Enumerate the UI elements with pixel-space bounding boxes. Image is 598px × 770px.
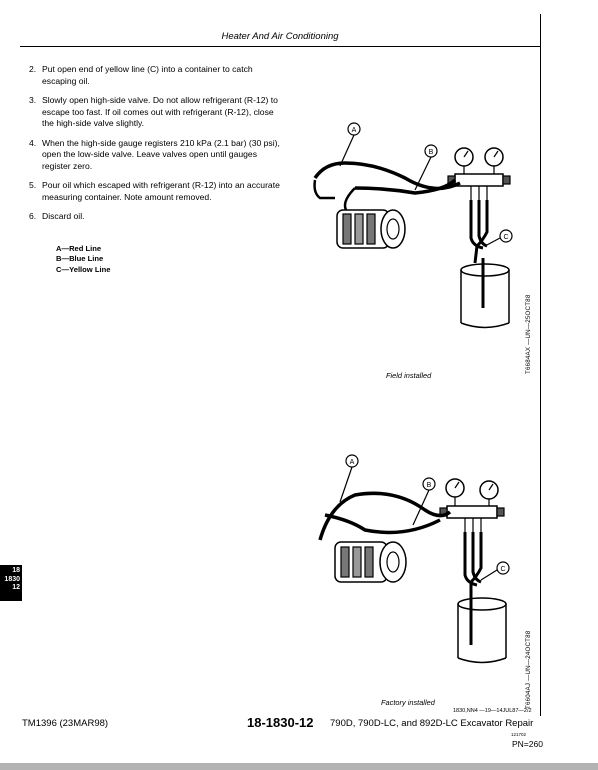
figure-factory-code: T6604AJ —UN—24OCT88 (525, 630, 532, 709)
footer-manual-title: 790D, 790D-LC, and 892D-LC Excavator Repair (330, 718, 534, 729)
label-b: B (428, 149, 434, 156)
procedure-steps (29, 64, 284, 231)
section-tab: 18 1830 12 (0, 565, 22, 601)
container-icon (458, 595, 506, 663)
label-c: C (500, 566, 506, 573)
page-header-title: Heater And Air Conditioning (221, 31, 339, 42)
label-c: C (503, 234, 509, 241)
figure-factory-caption: Factory installed (381, 698, 435, 707)
footer-page-number: 18-1830-12 (247, 715, 314, 730)
step-5: 5. Pour oil which escaped with refrigerant (R-12) into an accurate measuring container. Note amount removed. (29, 180, 280, 202)
step-2: 2. Put open end of yellow line (C) into a container to catch escaping oil. (29, 64, 253, 86)
step-6: 6. Discard oil. (29, 211, 85, 221)
step-4: 4. When the high-side gauge registers 210 kPa (2.1 bar) (30 psi), open the low-side valve. Leave valves open until gauges register zero. (29, 137, 280, 171)
label-b: B (426, 482, 432, 489)
figure-field-caption: Field installed (386, 371, 432, 380)
compressor-icon (335, 542, 406, 582)
figure-field-installed-illustration (295, 118, 535, 338)
legend-item-b: B—Blue Line (56, 254, 104, 264)
figure-reference-code: 1830,NN4 —19—14JUL87—2/2 (453, 708, 532, 714)
compressor-icon (337, 210, 405, 248)
figure-factory-installed-illustration (295, 450, 535, 670)
manifold-icon (455, 174, 503, 186)
footer-date-code: 121702 (511, 732, 527, 737)
legend-item-a: A—Red Line (56, 244, 102, 253)
footer-pn: PN=260 (512, 739, 543, 749)
content-rule-vertical (540, 46, 541, 716)
label-a: A (349, 459, 355, 466)
header-rule (20, 46, 541, 47)
manifold-icon (447, 506, 497, 518)
figure-legend (56, 244, 110, 275)
step-3: 3. Slowly open high-side valve. Do not allow refrigerant (R-12) to escape too fast. If oil comes out with refrigerant (R-12), close the high-side valve slightly. (29, 95, 278, 128)
container-icon (461, 258, 509, 328)
viewer-bottom-bar (0, 763, 598, 770)
legend-item-c: C—Yellow Line (56, 264, 111, 274)
figure-field-code: T6684AX —UN—25OCT88 (525, 294, 532, 374)
label-a: A (351, 127, 357, 134)
footer-manual-id: TM1396 (23MAR98) (22, 718, 109, 729)
header-rule-vertical (540, 14, 541, 46)
